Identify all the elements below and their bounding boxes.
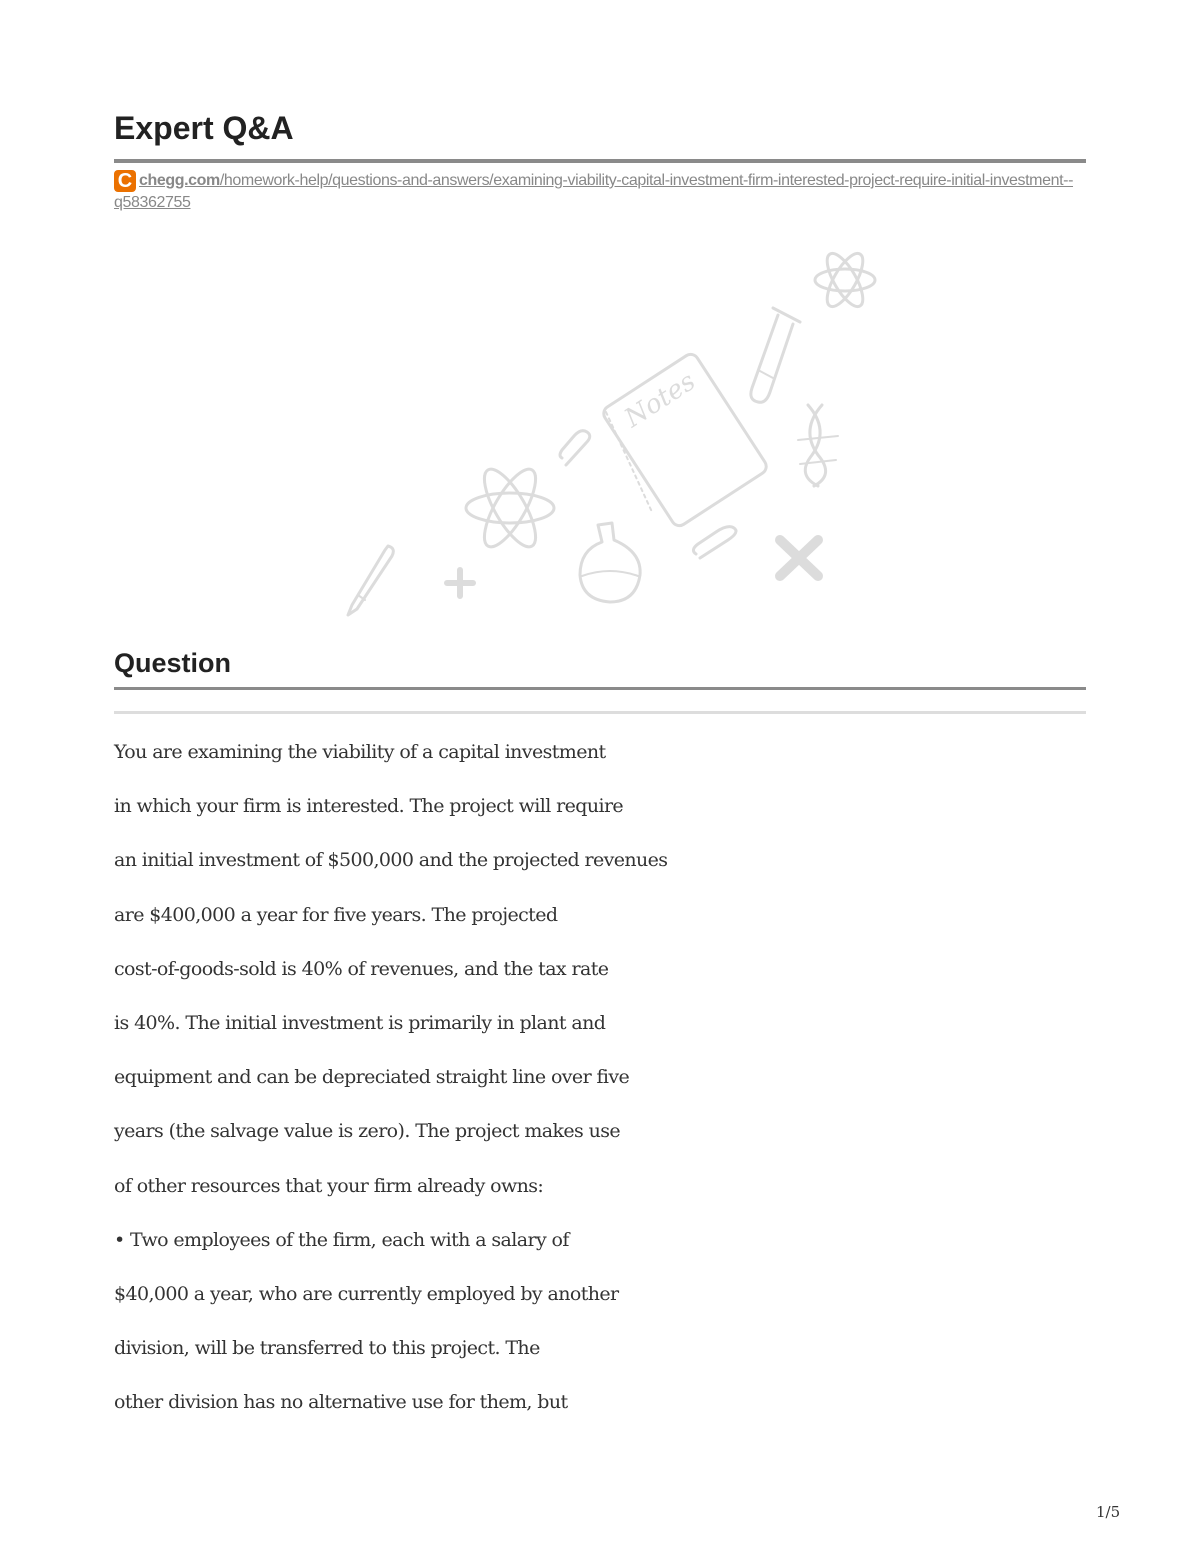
question-line: an initial investment of $500,000 and the projected revenues: [114, 849, 668, 872]
question-line: in which your firm is interested. The project will require: [114, 795, 624, 818]
question-line: • Two employees of the firm, each with a salary of: [114, 1228, 569, 1251]
source-link[interactable]: [114, 170, 1074, 214]
question-body: [114, 730, 874, 1434]
page-number: 1/5: [1096, 1503, 1121, 1521]
paperclip-icon: [693, 527, 736, 558]
notebook-label: Notes: [619, 366, 701, 434]
title-divider: [114, 159, 1086, 163]
plus-sign-icon: [447, 570, 473, 596]
question-line: years (the salvage value is zero). The project makes use: [114, 1120, 621, 1143]
multiply-sign-icon: [780, 540, 818, 576]
source-path[interactable]: /homework-help/questions-and-answers/examining-viability-capital-investment-firm-interested-project-require-initial-investment--q58362755: [114, 172, 1074, 211]
question-heading: Question: [114, 648, 232, 678]
paperclip-icon: [560, 431, 590, 465]
question-line: equipment and can be depreciated straight line over five: [114, 1066, 630, 1089]
notebook-icon: [601, 351, 770, 528]
question-line: is 40%. The initial investment is primarily in plant and: [114, 1011, 606, 1034]
question-line: $40,000 a year, who are currently employed by another: [114, 1282, 619, 1305]
question-divider-light: [114, 711, 1086, 714]
test-tube-icon: [751, 308, 800, 402]
question-divider: [114, 687, 1086, 690]
question-line: You are examining the viability of a capital investment: [114, 741, 606, 763]
study-doodle-illustration: [330, 240, 890, 630]
question-line: cost-of-goods-sold is 40% of revenues, and the tax rate: [114, 957, 609, 980]
atom-icon: [466, 462, 554, 553]
page-title: Expert Q&A: [114, 110, 294, 146]
question-line: of other resources that your firm already owns:: [114, 1174, 544, 1197]
question-line: are $400,000 a year for five years. The projected: [114, 903, 558, 926]
dna-icon: [798, 405, 838, 486]
flask-icon: [580, 523, 640, 602]
question-line: other division has no alternative use for them, but: [114, 1391, 568, 1414]
atom-icon: [815, 249, 875, 312]
question-line: division, will be transferred to this project. The: [114, 1337, 540, 1360]
source-domain[interactable]: chegg.com: [139, 172, 220, 189]
chegg-logo-icon: C: [114, 170, 136, 192]
pencil-icon: [348, 546, 393, 615]
